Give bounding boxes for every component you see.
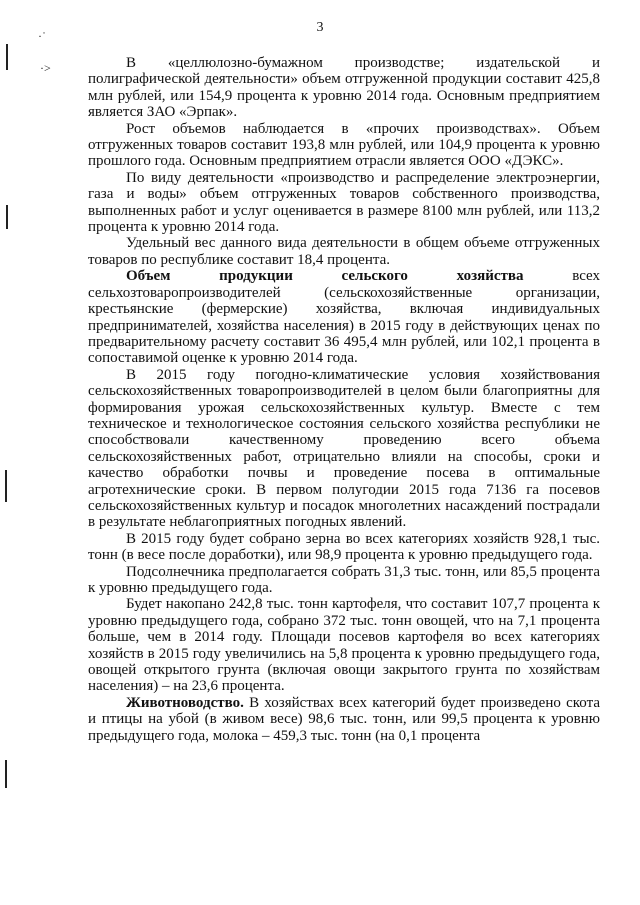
paragraph-agriculture: Объем продукции сельского хозяйства всех сельхозтоваропроизводителей (сельскохозяйственные организации, крестьянские (фермерские) хозяйства, включая индивидуальных предпринимателей, хозяйства населения) в 2015 году в действующих ценах по предварительному расчету составит 36 495,4 млн рублей, или 102,1 процента в сопоставимой оценке к уровню 2014 года. <box>88 268 601 367</box>
paragraph: В 2015 году погодно-климатические условия хозяйствования сельскохозяйственных товаропроизводителей в целом были благоприятны для формирования урожая сельскохозяйственных культур. Вместе с тем техническое и технологическое состояния сельского хозяйства республики не способствовали качественному проведению всего объема сельскохозяйственных работ, отрицательно влияли на способы, сроки и качество обработки почвы и проведение посева в оптимальные агротехнические сроки. В первом полугодии 2015 года 7136 га посевов сельскохозяйственных культур и посадок многолетних насаждений пострадали в результате неблагоприятных погодных явлений. <box>88 366 600 531</box>
page-number: 3 <box>316 20 324 35</box>
scan-mark <box>6 44 8 70</box>
paragraph: Рост объемов наблюдается в «прочих производствах». Объем отгруженных товаров составит 193,8 млн рублей, или 104,9 процента к уровню прошлого года. Основным предприятием отрасли является ООО «ДЭКС». <box>88 120 600 170</box>
paragraph: Подсолнечника предполагается собрать 31,3 тыс. тонн, или 85,5 процента к уровню предыдущего года. <box>88 563 600 596</box>
paragraph: Удельный вес данного вида деятельности в общем объеме отгруженных товаров по республике составит 18,4 процента. <box>88 235 600 268</box>
paragraph-livestock: Животноводство. В хозяйствах всех категорий будет произведено скота и птицы на убой (в живом весе) 98,6 тыс. тонн, или 99,5 процента к уровню предыдущего года, молока – 459,3 тыс. тонн (на 0,1 процента <box>88 694 600 744</box>
paragraph: В 2015 году будет собрано зерна во всех категориях хозяйств 928,1 тыс. тонн (в весе после доработки), или 98,9 процента к уровню предыдущего года. <box>88 530 600 564</box>
paragraph: Будет накопано 242,8 тыс. тонн картофеля, что составит 107,7 процента к уровню предыдущего года, собрано 372 тыс. тонн овощей, что на 7,1 процента больше, чем в 2014 году. Площади посевов картофеля во всех категориях хозяйств в 2015 году увеличились на 5,8 процента к уровню предыдущего года, овощей открытого грунта (включая овощи закрытого грунта по хозяйствам населения) – на 23,6 процента. <box>88 596 600 695</box>
scan-speck: ·˃ <box>40 61 51 75</box>
scan-mark <box>5 760 7 788</box>
scan-mark <box>5 470 7 502</box>
document-body <box>88 55 600 744</box>
paragraph: В «целлюлозно-бумажном производстве; издательской и полиграфической деятельности» объем отгруженной продукции составит 425,8 млн рублей, или 154,9 процента к уровню 2014 года. Основным предприятием является ЗАО «Эрпак». <box>88 55 600 121</box>
paragraph: По виду деятельности «производство и распределение электроэнергии, газа и воды» объем отгруженных товаров собственного производства, выполненных работ и услуг оценивается в размере 8100 млн рублей, или 113,2 процента к уровню 2014 года. <box>88 169 600 236</box>
scan-mark <box>6 205 8 229</box>
scan-speck: ·˙ <box>38 29 46 43</box>
